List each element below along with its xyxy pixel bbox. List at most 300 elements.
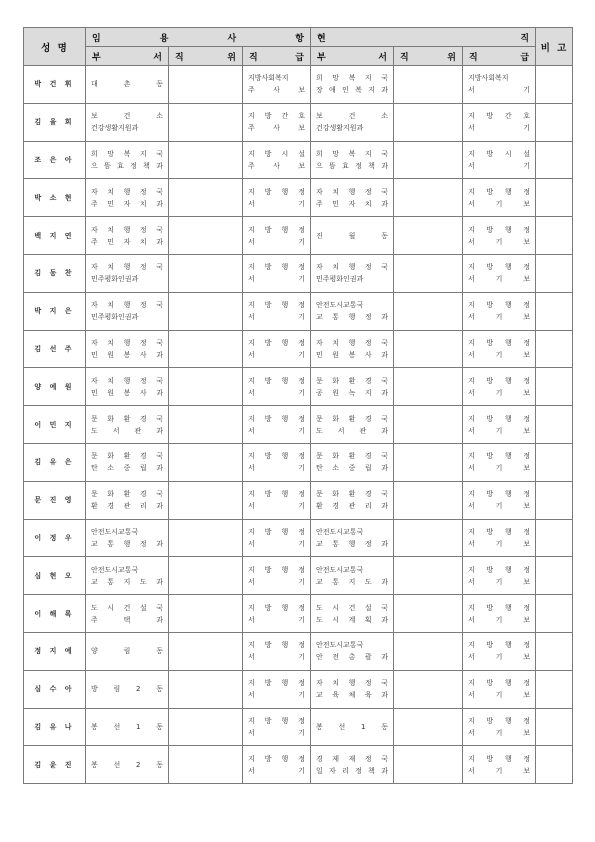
note [536,746,573,784]
header-char: 직 [175,52,184,63]
new-grade-line: 지 방 행 정 [248,603,305,612]
new-grade-line: 서 기 [248,388,305,397]
current-dept-line: 교 통 행 정 과 [316,313,388,322]
header-char: 항 [295,33,304,44]
new-grade-header [243,47,311,66]
new-dept-line: 희 망 복 지 국 [91,149,163,158]
new-dept-line: 자 치 행 정 국 [91,376,163,385]
name-header: 성 명 [24,28,86,66]
current-position [394,708,463,746]
new-grade-line: 지 방 행 정 [248,716,305,725]
current-position [394,179,463,217]
new-grade [243,557,311,595]
current-grade [463,406,536,444]
new-dept-line: 민주평화인권과 [91,313,139,322]
person-name: 조 은 아 [24,141,86,179]
current-dept [311,557,394,595]
personnel-appointment-table [23,27,573,784]
new-grade-line: 지 방 시 설 [248,149,305,158]
current-dept-line: 봉 선 1 동 [316,722,388,731]
current-grade [463,179,536,217]
current-grade-line: 서 기 보 [468,766,531,775]
current-position [394,368,463,406]
note [536,708,573,746]
new-dept [86,330,169,368]
header-char: 서 [153,52,162,63]
current-grade-line: 지 방 행 정 [468,376,531,385]
note [536,670,573,708]
note [536,330,573,368]
current-grade-line: 서 기 보 [468,728,531,737]
note [536,595,573,633]
current-dept-line: 안전도시교통국 [316,565,364,574]
current-dept-line: 장 애 인 복 지 과 [316,86,388,95]
header-char: 위 [227,52,236,63]
current-grade-line: 서 기 보 [468,313,531,322]
current-grade-line: 지 방 행 정 [468,414,531,423]
current-dept-line: 건강생활지원과 [316,124,364,133]
current-grade [463,217,536,255]
current-dept-line: 교 통 행 정 과 [316,539,388,548]
new-grade [243,519,311,557]
new-grade-line: 서 기 [248,313,305,322]
new-dept [86,519,169,557]
current-dept-line: 안전도시교통국 [316,641,364,650]
new-dept [86,103,169,141]
note [536,632,573,670]
new-grade [243,406,311,444]
current-grade-line: 지 방 행 정 [468,301,531,310]
person-name: 백 지 연 [24,217,86,255]
new-dept-line: 안전도시교통국 [91,527,139,536]
current-grade-line: 지 방 행 정 [468,565,531,574]
new-position [169,632,243,670]
current-grade [463,330,536,368]
note [536,406,573,444]
table-row [24,368,573,406]
header-char: 부 [317,52,326,63]
person-name: 정 지 예 [24,632,86,670]
current-grade-line: 서 기 [468,124,531,133]
new-grade-line: 지방사회복지 [248,74,289,83]
current-dept-line: 문 화 환 경 국 [316,376,388,385]
person-name: 심 수 아 [24,670,86,708]
new-grade [243,746,311,784]
note [536,368,573,406]
current-grade [463,254,536,292]
note-header: 비 고 [536,28,573,66]
table-row [24,595,573,633]
current-position [394,66,463,104]
current-grade [463,443,536,481]
current-grade-line: 서 기 보 [468,539,531,548]
new-dept-line: 문 화 환 경 국 [91,490,163,499]
new-position-header [169,47,243,66]
new-dept [86,708,169,746]
new-grade [243,708,311,746]
new-dept [86,179,169,217]
current-dept [311,368,394,406]
new-position [169,217,243,255]
current-grade-line: 지 방 행 정 [468,679,531,688]
current-dept [311,141,394,179]
new-position [169,443,243,481]
current-dept [311,406,394,444]
current-grade [463,481,536,519]
new-dept [86,481,169,519]
header-char: 서 [378,52,387,63]
new-dept-line: 건강생활지원과 [91,124,139,133]
new-dept-line: 대 촌 동 [91,80,163,89]
new-grade-line: 서 기 [248,653,305,662]
person-name: 박 지 은 [24,292,86,330]
person-name: 이 정 우 [24,519,86,557]
current-dept-line: 도 서 관 과 [316,426,388,435]
current-position [394,632,463,670]
current-grade [463,66,536,104]
current-dept-line: 공 원 녹 지 과 [316,388,388,397]
person-name: 김 유 나 [24,708,86,746]
header-char: 사 [227,33,237,44]
new-grade [243,66,311,104]
current-dept [311,103,394,141]
new-dept-line: 민주평화인권과 [91,275,139,284]
appointment-header [86,28,311,47]
new-dept-line: 도 시 건 설 국 [91,603,163,612]
new-grade-line: 지 방 행 정 [248,754,305,763]
current-grade-line: 지 방 행 정 [468,263,531,272]
header-char: 위 [447,52,456,63]
new-dept-line: 자 치 행 정 국 [91,338,163,347]
new-grade-line: 서 기 [248,275,305,284]
current-dept [311,254,394,292]
new-grade-line: 지 방 행 정 [248,187,305,196]
new-dept-header [86,47,169,66]
current-dept [311,595,394,633]
current-grade-line: 지 방 행 정 [468,754,531,763]
table-row [24,519,573,557]
current-position [394,330,463,368]
table-row [24,254,573,292]
new-dept [86,217,169,255]
note [536,443,573,481]
current-grade [463,103,536,141]
new-dept-line: 민 원 봉 사 과 [91,350,163,359]
current-position [394,254,463,292]
new-dept-line: 문 화 환 경 국 [91,414,163,423]
new-grade-line: 서 기 [248,539,305,548]
current-dept [311,632,394,670]
new-grade-line: 서 기 [248,350,305,359]
current-dept-line: 안전도시교통국 [316,527,364,536]
current-grade-line: 서 기 보 [468,615,531,624]
new-grade-line: 주 사 보 [248,124,305,133]
new-position [169,254,243,292]
person-name: 문 진 영 [24,481,86,519]
current-grade-line: 서 기 보 [468,577,531,586]
person-name: 박 건 휘 [24,66,86,104]
header-char: 현 [317,33,326,44]
new-grade [243,632,311,670]
current-dept [311,708,394,746]
current-grade-line: 지 방 행 정 [468,225,531,234]
current-grade [463,557,536,595]
person-name: 심 현 오 [24,557,86,595]
current-position [394,595,463,633]
person-name: 김 유 은 [24,443,86,481]
header-char: 임 [92,33,101,44]
header-char: 직 [520,33,530,44]
new-dept [86,595,169,633]
person-name: 김 선 주 [24,330,86,368]
current-grade [463,746,536,784]
current-position [394,292,463,330]
new-dept-line: 교 통 행 정 과 [91,539,163,548]
new-grade-line: 지 방 행 정 [248,338,305,347]
note [536,66,573,104]
current-grade-line: 서 기 보 [468,653,531,662]
new-grade-line: 서 기 [248,615,305,624]
table-row [24,179,573,217]
new-grade [243,103,311,141]
new-grade-line: 서 기 [248,426,305,435]
current-grade-line: 서 기 보 [468,464,531,473]
new-dept-line: 주 민 자 치 과 [91,237,163,246]
current-dept-line: 보 건 소 [316,112,388,121]
current-dept [311,217,394,255]
table-body [24,66,573,784]
current-dept-line: 교 육 체 육 과 [316,691,388,700]
current-grade [463,595,536,633]
new-grade-line: 지 방 행 정 [248,225,305,234]
new-grade-line: 서 기 [248,502,305,511]
new-grade [243,292,311,330]
new-dept [86,292,169,330]
new-position [169,519,243,557]
note [536,557,573,595]
table-row [24,746,573,784]
current-grade-line: 지 방 행 정 [468,603,531,612]
new-grade-line: 지 방 행 정 [248,565,305,574]
new-position [169,141,243,179]
current-grade-line: 서 기 보 [468,350,531,359]
current-grade [463,292,536,330]
new-dept [86,670,169,708]
person-name: 이 해 록 [24,595,86,633]
note [536,254,573,292]
table-row [24,66,573,104]
current-dept-line: 도 시 계 획 과 [316,615,388,624]
current-dept-line: 자 치 행 정 국 [316,187,388,196]
new-grade-line: 지 방 행 정 [248,641,305,650]
new-dept [86,406,169,444]
new-grade-line: 서 기 [248,691,305,700]
current-dept [311,443,394,481]
current-dept-header [311,47,394,66]
current-dept-line: 교 통 지 도 과 [316,577,388,586]
new-grade [243,217,311,255]
new-dept-line: 민 원 봉 사 과 [91,388,163,397]
new-position [169,292,243,330]
person-name: 김 윤 진 [24,746,86,784]
new-grade-line: 지 방 행 정 [248,376,305,385]
current-grade-line: 서 기 보 [468,502,531,511]
current-header-text [311,31,535,44]
new-grade-line: 지 방 간 호 [248,112,305,121]
current-grade-line: 지 방 행 정 [468,490,531,499]
current-grade-line: 지 방 행 정 [468,187,531,196]
current-grade-line: 지 방 시 설 [468,149,531,158]
note [536,141,573,179]
current-grade-line: 서 기 보 [468,275,531,284]
person-name: 이 민 지 [24,406,86,444]
new-grade-line: 서 기 [248,577,305,586]
current-position [394,406,463,444]
person-name: 김 율 희 [24,103,86,141]
current-position [394,519,463,557]
current-dept [311,746,394,784]
table-row [24,708,573,746]
current-dept [311,66,394,104]
new-dept-line: 교 통 지 도 과 [91,577,163,586]
current-position [394,217,463,255]
new-grade [243,443,311,481]
new-dept-line: 양 림 동 [91,647,163,656]
current-dept-line: 안전도시교통국 [316,301,364,310]
new-dept-line: 봉 선 1 동 [91,722,163,731]
current-dept-line: 주 민 자 치 과 [316,199,388,208]
table-row [24,141,573,179]
current-position [394,481,463,519]
current-position-header [394,47,463,66]
new-grade-line: 서 기 [248,728,305,737]
current-grade-line: 서 기 보 [468,199,531,208]
new-dept-line: 봉 선 2 동 [91,760,163,769]
new-dept-line: 자 치 행 정 국 [91,225,163,234]
header-char: 직 [249,52,258,63]
new-position [169,481,243,519]
new-grade-line: 서 기 [248,237,305,246]
new-dept-line: 자 치 행 정 국 [91,263,163,272]
current-dept-line: 도 시 건 설 국 [316,603,388,612]
current-position [394,443,463,481]
current-grade [463,368,536,406]
new-position [169,179,243,217]
current-dept-line: 탄 소 중 립 과 [316,464,388,473]
new-dept-line: 안전도시교통국 [91,565,139,574]
new-grade-line: 지 방 행 정 [248,490,305,499]
new-dept [86,368,169,406]
new-dept [86,254,169,292]
new-grade-line: 지 방 행 정 [248,301,305,310]
table-row [24,557,573,595]
current-grade-line: 지 방 행 정 [468,527,531,536]
new-grade-line: 지 방 행 정 [248,414,305,423]
new-dept [86,746,169,784]
note [536,292,573,330]
new-dept-line: 문 화 환 경 국 [91,452,163,461]
current-grade-line: 서 기 보 [468,237,531,246]
note [536,103,573,141]
current-header [311,28,536,47]
new-dept-line: 보 건 소 [91,112,163,121]
current-grade-line: 지 방 행 정 [468,641,531,650]
current-grade-line: 지 방 행 정 [468,338,531,347]
person-name: 김 동 찬 [24,254,86,292]
new-dept-line: 자 치 행 정 국 [91,187,163,196]
new-position [169,406,243,444]
header-char: 급 [295,52,304,63]
current-dept [311,179,394,217]
current-grade-line: 지 방 행 정 [468,716,531,725]
current-dept-line: 희 망 복 지 국 [316,149,388,158]
new-position [169,103,243,141]
current-grade [463,632,536,670]
new-position [169,66,243,104]
current-dept-line: 민 원 봉 사 과 [316,350,388,359]
current-grade [463,519,536,557]
table-row [24,670,573,708]
current-grade-line: 지방사회복지 [468,74,509,83]
new-grade-line: 주 사 보 [248,161,305,170]
current-dept-line: 안 전 총 괄 과 [316,653,388,662]
new-grade-line: 지 방 행 정 [248,452,305,461]
new-dept-line: 도 서 관 과 [91,426,163,435]
current-grade-line: 지 방 간 호 [468,112,531,121]
header-char: 부 [92,52,101,63]
current-grade-line: 서 기 보 [468,426,531,435]
new-position [169,557,243,595]
current-grade [463,708,536,746]
current-grade-line: 서 기 보 [468,388,531,397]
current-dept-line: 문 화 환 경 국 [316,452,388,461]
current-position [394,557,463,595]
current-dept [311,519,394,557]
current-dept-line: 문 화 환 경 국 [316,414,388,423]
note [536,217,573,255]
header-char: 용 [159,33,169,44]
new-dept [86,141,169,179]
current-position [394,103,463,141]
new-position [169,368,243,406]
table-row [24,103,573,141]
new-dept [86,557,169,595]
note [536,179,573,217]
table-row [24,406,573,444]
current-dept-line: 문 화 환 경 국 [316,490,388,499]
current-position [394,141,463,179]
current-dept-line: 경 제 재 정 국 [316,754,388,763]
current-grade-line: 서 기 [468,86,531,95]
new-position [169,708,243,746]
current-dept-line: 자 치 행 정 국 [316,338,388,347]
new-grade-line: 서 기 [248,766,305,775]
new-grade-line: 서 기 [248,464,305,473]
current-grade [463,670,536,708]
current-dept [311,330,394,368]
new-dept [86,443,169,481]
new-grade-line: 서 기 [248,199,305,208]
new-grade [243,141,311,179]
note [536,519,573,557]
current-dept [311,670,394,708]
current-dept-line: 희 망 복 지 국 [316,74,388,83]
new-grade-line: 지 방 행 정 [248,527,305,536]
current-position [394,746,463,784]
new-dept [86,632,169,670]
table-row [24,292,573,330]
current-dept-line: 자 치 행 정 국 [316,263,388,272]
